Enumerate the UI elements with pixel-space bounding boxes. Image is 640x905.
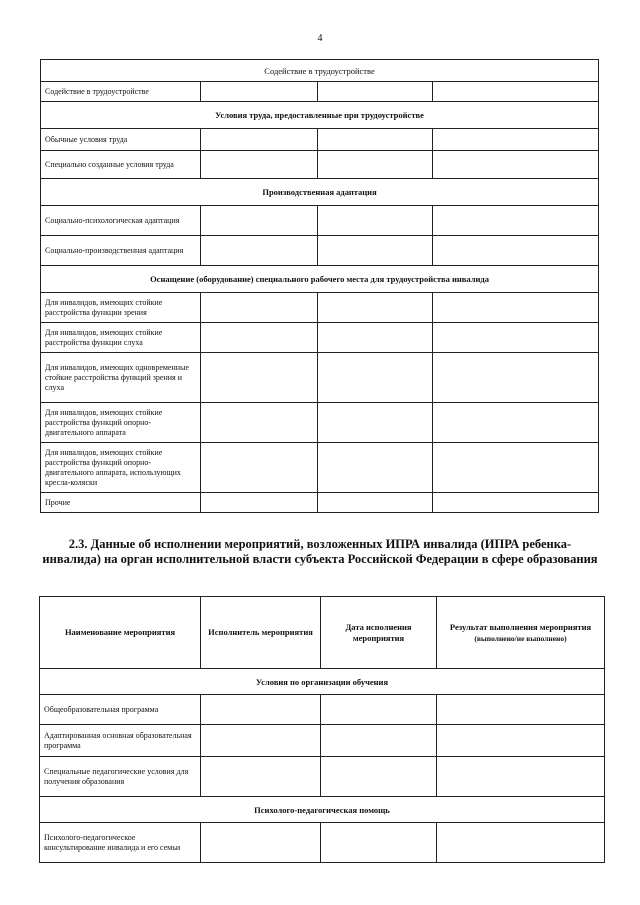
performer-cell[interactable] xyxy=(201,695,321,725)
result-cell[interactable] xyxy=(433,293,599,323)
result-cell[interactable] xyxy=(433,82,599,102)
result-cell[interactable] xyxy=(433,206,599,236)
row-label: Для инвалидов, имеющих стойкие расстройства функций опорно-двигательного аппарата, использующих кресла-коляски xyxy=(41,443,201,493)
row-label: Для инвалидов, имеющих стойкие расстройства функции слуха xyxy=(41,323,201,353)
row-label: Для инвалидов, имеющих стойкие расстройства функции зрения xyxy=(41,293,201,323)
result-cell[interactable] xyxy=(433,403,599,443)
result-cell[interactable] xyxy=(433,129,599,151)
table-row xyxy=(40,757,605,797)
section-row-working-conditions: Условия труда, предоставленные при трудоустройстве xyxy=(41,102,599,129)
result-cell[interactable] xyxy=(433,236,599,266)
result-cell[interactable] xyxy=(437,695,605,725)
table-row xyxy=(41,129,599,151)
date-cell[interactable] xyxy=(318,82,433,102)
table-row xyxy=(41,82,599,102)
date-cell[interactable] xyxy=(321,695,437,725)
date-cell[interactable] xyxy=(318,206,433,236)
result-cell[interactable] xyxy=(433,353,599,403)
date-cell[interactable] xyxy=(318,293,433,323)
section-heading: 2.3. Данные об исполнении мероприятий, возложенных ИПРА инвалида (ИПРА ребенка-инвалида) на орган исполнительной власти субъекта Российской Федерации в сфере образования xyxy=(42,537,598,566)
employment-measures-table xyxy=(40,59,599,513)
result-cell[interactable] xyxy=(433,323,599,353)
date-cell[interactable] xyxy=(318,151,433,179)
date-cell[interactable] xyxy=(318,403,433,443)
table-row xyxy=(41,493,599,513)
row-label: Адаптированная основная образовательная программа xyxy=(40,725,201,757)
table-row xyxy=(41,151,599,179)
date-cell[interactable] xyxy=(318,353,433,403)
table-row xyxy=(41,323,599,353)
section-row-learning-conditions: Условия по организации обучения xyxy=(40,669,605,695)
row-label: Специально созданные условия труда xyxy=(41,151,201,179)
date-cell[interactable] xyxy=(318,493,433,513)
result-cell[interactable] xyxy=(437,823,605,863)
row-label: Социально-психологическая адаптация xyxy=(41,206,201,236)
performer-cell[interactable] xyxy=(201,493,318,513)
date-cell[interactable] xyxy=(318,323,433,353)
table-row xyxy=(40,823,605,863)
date-cell[interactable] xyxy=(318,443,433,493)
table-row xyxy=(41,236,599,266)
row-label: Прочие xyxy=(41,493,201,513)
date-cell[interactable] xyxy=(321,757,437,797)
performer-cell[interactable] xyxy=(201,206,318,236)
education-measures-table xyxy=(39,596,605,863)
performer-cell[interactable] xyxy=(201,353,318,403)
result-cell[interactable] xyxy=(437,725,605,757)
performer-cell[interactable] xyxy=(201,443,318,493)
column-header-date: Дата исполнения мероприятия xyxy=(321,597,437,669)
row-label: Психолого-педагогическое консультирование инвалида и его семьи xyxy=(40,823,201,863)
performer-cell[interactable] xyxy=(201,293,318,323)
result-cell[interactable] xyxy=(433,493,599,513)
performer-cell[interactable] xyxy=(201,823,321,863)
section-row-employment-assistance: Содействие в трудоустройстве xyxy=(41,60,599,82)
section-row-production-adaptation: Производственная адаптация xyxy=(41,179,599,206)
result-cell[interactable] xyxy=(433,443,599,493)
table-row xyxy=(41,353,599,403)
performer-cell[interactable] xyxy=(201,151,318,179)
row-label: Специальные педагогические условия для получения образования xyxy=(40,757,201,797)
performer-cell[interactable] xyxy=(201,323,318,353)
row-label: Общеобразовательная программа xyxy=(40,695,201,725)
date-cell[interactable] xyxy=(321,725,437,757)
column-header-performer: Исполнитель мероприятия xyxy=(201,597,321,669)
performer-cell[interactable] xyxy=(201,725,321,757)
result-cell[interactable] xyxy=(433,151,599,179)
result-header-label: Результат выполнения мероприятия xyxy=(449,621,592,632)
date-cell[interactable] xyxy=(318,129,433,151)
column-header-result xyxy=(437,597,605,669)
result-header-note: (выполнено/не выполнено) xyxy=(474,633,567,643)
column-header-measure: Наименование мероприятия xyxy=(40,597,201,669)
row-label: Для инвалидов, имеющих одновременные стойкие расстройства функций зрения и слуха xyxy=(41,353,201,403)
table-row xyxy=(41,206,599,236)
performer-cell[interactable] xyxy=(201,82,318,102)
performer-cell[interactable] xyxy=(201,236,318,266)
page-number: 4 xyxy=(317,33,323,44)
performer-cell[interactable] xyxy=(201,129,318,151)
table-row xyxy=(41,293,599,323)
result-cell[interactable] xyxy=(437,757,605,797)
table-row xyxy=(41,403,599,443)
section-row-psychological-help: Психолого-педагогическая помощь xyxy=(40,797,605,823)
performer-cell[interactable] xyxy=(201,757,321,797)
date-cell[interactable] xyxy=(321,823,437,863)
row-label: Социально-производственная адаптация xyxy=(41,236,201,266)
table-row xyxy=(40,695,605,725)
table-row xyxy=(41,443,599,493)
date-cell[interactable] xyxy=(318,236,433,266)
row-label: Содействие в трудоустройстве xyxy=(41,82,201,102)
performer-cell[interactable] xyxy=(201,403,318,443)
section-row-workplace-equipment: Оснащение (оборудование) специального рабочего места для трудоустройства инвалида xyxy=(41,266,599,293)
table-row xyxy=(40,725,605,757)
row-label: Для инвалидов, имеющих стойкие расстройства функций опорно-двигательного аппарата xyxy=(41,403,201,443)
row-label: Обычные условия труда xyxy=(41,129,201,151)
